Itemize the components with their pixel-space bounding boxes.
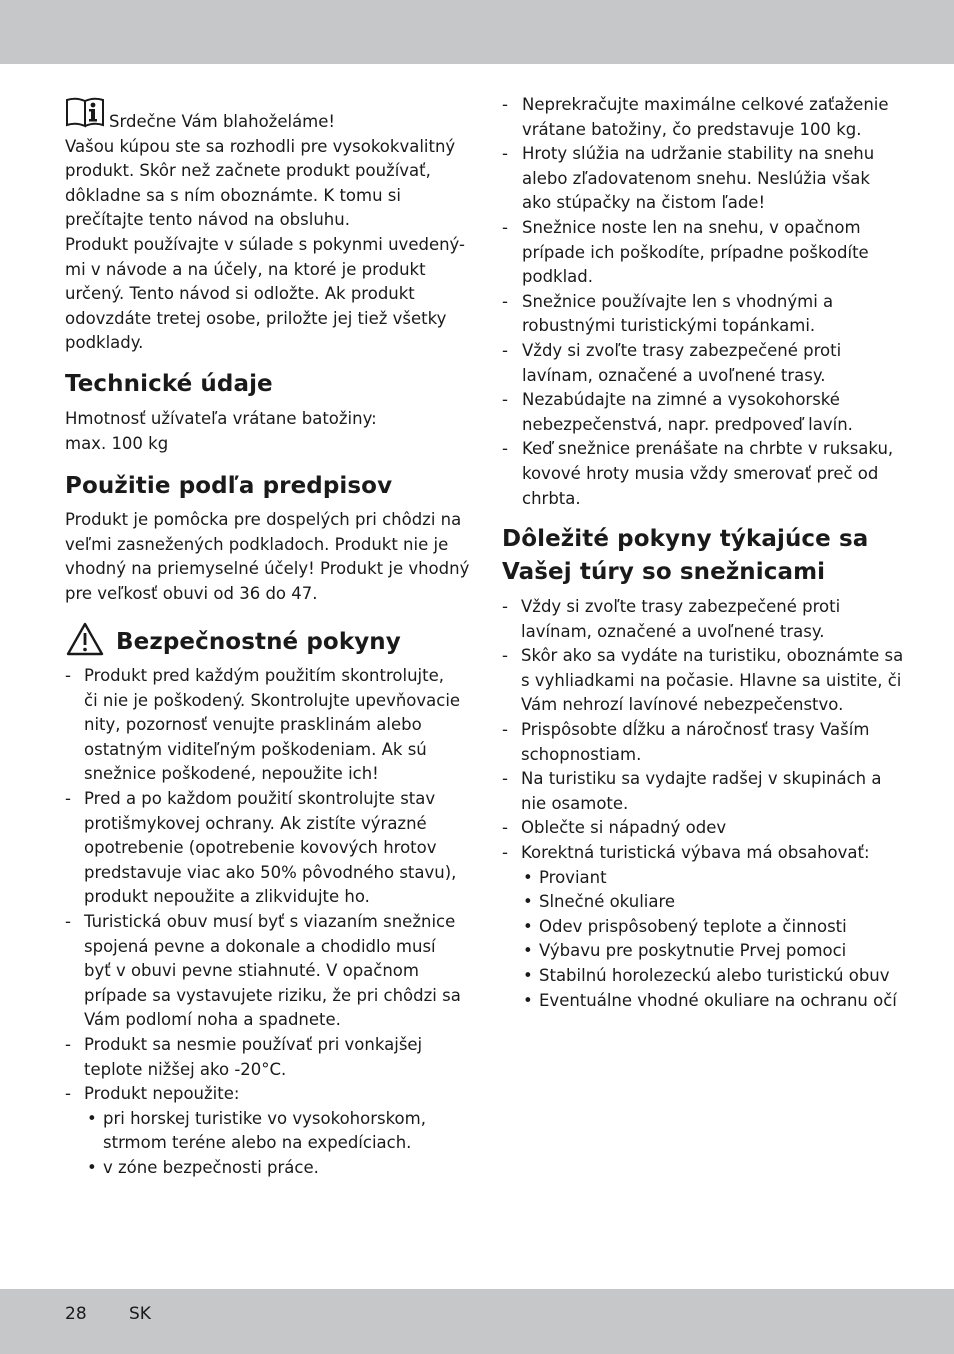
list-dash: -	[65, 789, 71, 808]
top-bar	[0, 0, 954, 64]
safety-item-line: ostatným viditeľným poškodeniam. Ak sú	[84, 739, 427, 759]
tour-subitem-line: Odev prispôsobený teplote a činnosti	[539, 916, 847, 936]
tour-subitem-line: Eventuálne vhodné okuliare na ochranu očí	[539, 990, 897, 1010]
safety-item-line: nity, pozornosť venujte prasklinám alebo	[84, 715, 422, 735]
tour-heading: Vašej túry so snežnicami	[502, 559, 826, 585]
safety-item-line: protišmykovej ochrany. Ak zistíte výrazné	[84, 813, 427, 833]
safety-continued-line: ako stúpačky na čistom ľade!	[522, 193, 766, 213]
safety-continued-line: Hroty slúžia na udržanie stability na snehu	[522, 144, 875, 164]
safety-continued-line: Vždy si zvoľte trasy zabezpečené proti	[522, 341, 842, 360]
safety-continued-line: Snežnice noste len na snehu, v opačnom	[522, 218, 861, 237]
list-dash: -	[502, 390, 508, 410]
tour-item-line: s vyhliadkami na počasie. Hlavne sa uistite, či	[521, 670, 902, 690]
safety-item-line: teplote nižšej ako -20°C.	[84, 1059, 287, 1079]
intro-line: Produkt používajte v súlade s pokynmi uvedený-	[65, 235, 465, 254]
bullet: •	[87, 1158, 97, 1177]
list-dash: -	[65, 666, 71, 685]
tour-subitem-line: Proviant	[539, 867, 607, 887]
safety-continued-line: Snežnice používajte len s vhodnými a	[522, 291, 834, 311]
bullet: •	[523, 966, 533, 985]
safety-subitem-line: pri horskej turistike vo vysokohorskom,	[103, 1108, 426, 1128]
safety-continued-line: lavínam, označené a uvoľnené trasy.	[522, 365, 826, 385]
tour-item-line: Skôr ako sa vydáte na turistiku, oboznámte sa	[521, 646, 904, 666]
intro-line: dôkladne sa s ním oboznámte. K tomu si	[65, 185, 401, 205]
intended-use-line: pre veľkosť obuvi od 36 do 47.	[65, 583, 318, 603]
safety-continued-line: Nezabúdajte na zimné a vysokohorské	[522, 390, 840, 410]
list-dash: -	[502, 769, 508, 789]
bullet: •	[87, 1108, 97, 1128]
safety-item-line: Produkt nepoužite:	[84, 1084, 240, 1104]
tour-heading: Dôležité pokyny týkajúce sa	[502, 526, 869, 552]
tour-item-line: Oblečte si nápadný odev	[521, 818, 727, 838]
list-dash: -	[65, 1084, 71, 1104]
list-dash: -	[502, 291, 508, 311]
intro-line: Vašou kúpou ste sa rozhodli pre vysokokvalitný	[65, 136, 456, 156]
safety-heading: Bezpečnostné pokyny	[116, 629, 401, 655]
safety-subitem-line: strmom teréne alebo na expedíciach.	[103, 1133, 412, 1153]
tour-item-line: schopnostiam.	[521, 744, 642, 764]
safety-item-line: či nie je poškodený. Skontrolujte upevňovacie	[84, 690, 461, 710]
tour-item-line: Vám nehrozí lavínové nebezpečenstvo.	[521, 695, 844, 715]
safety-item-line: spojená pevne a dokonale a chodidlo musí	[84, 936, 436, 956]
list-dash: -	[502, 144, 508, 164]
intended-use-line: vhodný na priemyselné účely! Produkt je vhodný	[65, 559, 470, 579]
safety-item-line: produkt nepoužite a zlikvidujte ho.	[84, 887, 370, 907]
safety-item-line: byť v obuvi pevne stiahnuté. V opačnom	[84, 961, 419, 981]
intro-line: prečítajte tento návod na obsluhu.	[65, 210, 350, 230]
technical-heading: Technické údaje	[65, 371, 273, 397]
safety-item-line: Produkt sa nesmie používať pri vonkajšej	[84, 1035, 423, 1054]
intended-use-line: Produkt je pomôcka pre dospelých pri chôdzi na	[65, 510, 462, 529]
technical-line: max. 100 kg	[65, 433, 169, 453]
tour-item-line: lavínam, označené a uvoľnené trasy.	[521, 621, 825, 641]
safety-subitem-line: v zóne bezpečnosti práce.	[103, 1158, 319, 1177]
safety-continued-line: prípade ich poškodíte, prípadne poškodíte	[522, 242, 869, 262]
safety-item-line: snežnice poškodené, nepoužite ich!	[84, 764, 379, 784]
list-dash: -	[502, 843, 508, 862]
safety-continued-line: nebezpečenstvá, napr. predpoveď lavín.	[522, 414, 853, 434]
intro-line: odovzdáte tretej osobe, priložte jej tiež všetky	[65, 308, 447, 328]
intro-line: Srdečne Vám blahoželáme!	[109, 112, 336, 131]
list-dash: -	[65, 1035, 71, 1054]
list-dash: -	[502, 218, 508, 237]
safety-item-line: predstavuje viac ako 50% pôvodného stavu),	[84, 862, 457, 882]
safety-continued-line: podklad.	[522, 267, 594, 287]
technical-line: Hmotnosť užívateľa vrátane batožiny:	[65, 409, 377, 428]
bullet: •	[523, 990, 533, 1010]
safety-item-line: Vám podlomí noha a spadnete.	[84, 1010, 341, 1030]
intended-use-heading: Použitie podľa predpisov	[65, 473, 393, 499]
language-code: SK	[129, 1304, 151, 1324]
warning-triangle-icon	[65, 621, 105, 661]
safety-item-line: prípade sa vystavujete riziku, že pri chôdzi sa	[84, 985, 461, 1005]
safety-item-line: opotrebenie (opotrebenie kovových hrotov	[84, 838, 437, 858]
tour-subitem-line: Stabilnú horolezeckú alebo turistickú obuv	[539, 966, 890, 985]
footer-bar	[0, 1289, 954, 1354]
safety-item-line: Produkt pred každým použitím skontrolujte,	[84, 666, 444, 685]
safety-continued-line: alebo zľadovatenom snehu. Neslúžia však	[522, 168, 870, 188]
safety-continued-line: chrbta.	[522, 488, 581, 508]
bullet: •	[523, 892, 533, 912]
tour-item-line: nie osamote.	[521, 793, 629, 813]
list-dash: -	[65, 912, 71, 931]
list-dash: -	[502, 646, 508, 666]
tour-item-line: Vždy si zvoľte trasy zabezpečené proti	[521, 597, 841, 616]
tour-item-line: Prispôsobte dĺžku a náročnosť trasy Vaším	[521, 720, 870, 739]
list-dash: -	[502, 439, 508, 459]
safety-continued-line: kovové hroty musia vždy smerovať preč od	[522, 464, 879, 483]
list-dash: -	[502, 597, 508, 616]
safety-continued-line: vrátane batožiny, čo predstavuje 100 kg.	[522, 119, 862, 139]
safety-continued-line: robustnými turistickými topánkami.	[522, 316, 816, 336]
intro-line: produkt. Skôr než začnete produkt používať,	[65, 161, 431, 181]
tour-subitem-line: Slnečné okuliare	[539, 892, 676, 912]
safety-item-line: Turistická obuv musí byť s viazaním snežnice	[84, 912, 456, 931]
intro-line: mi v návode a na účely, na ktoré je produkt	[65, 259, 426, 279]
info-book-icon	[65, 97, 107, 133]
bullet: •	[523, 916, 533, 936]
safety-continued-line: Neprekračujte maximálne celkové zaťaženie	[522, 95, 889, 114]
tour-item-line: Na turistiku sa vydajte radšej v skupinách a	[521, 769, 882, 789]
bullet: •	[523, 941, 533, 961]
page-number: 28	[65, 1304, 87, 1324]
intro-line: určený. Tento návod si odložte. Ak produkt	[65, 284, 415, 304]
list-dash: -	[502, 818, 508, 838]
intro-line: podklady.	[65, 333, 144, 353]
bullet: •	[523, 867, 533, 887]
list-dash: -	[502, 720, 508, 739]
list-dash: -	[502, 95, 508, 114]
safety-continued-line: Keď snežnice prenášate na chrbte v ruksaku,	[522, 439, 894, 459]
tour-subitem-line: Výbavu pre poskytnutie Prvej pomoci	[539, 941, 847, 961]
list-dash: -	[502, 341, 508, 360]
intended-use-line: veľmi zasnežených podkladoch. Produkt nie je	[65, 534, 449, 554]
tour-item-line: Korektná turistická výbava má obsahovať:	[521, 843, 870, 862]
safety-item-line: Pred a po každom použití skontrolujte stav	[84, 789, 436, 808]
